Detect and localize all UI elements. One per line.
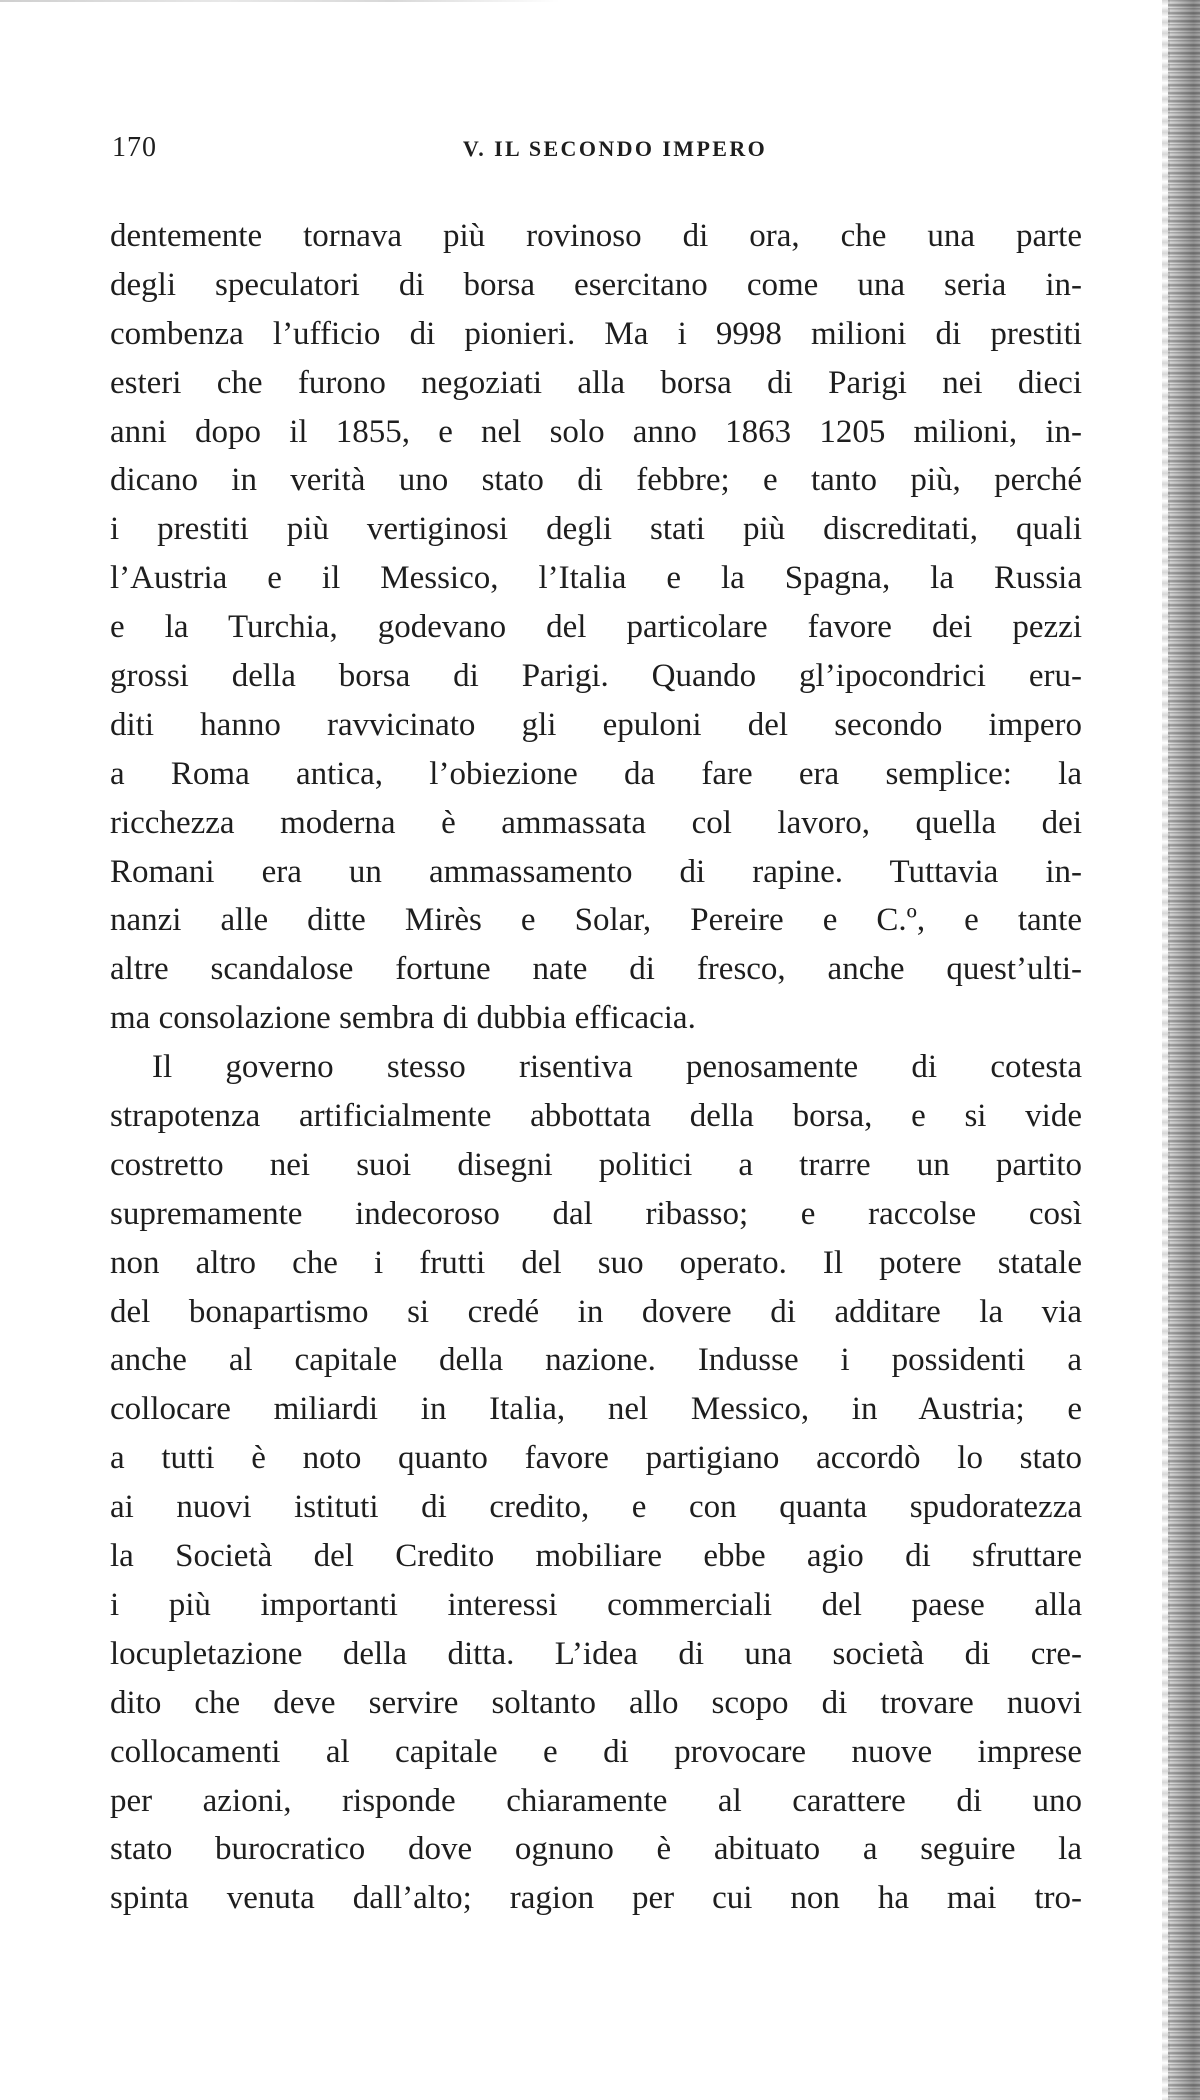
text-line: Romani era un ammassamento di rapine. Tuttavia in- — [110, 853, 1082, 890]
text-line: locupletazione della ditta. L’idea di una società di cre- — [110, 1635, 1082, 1672]
text-line: Il governo stesso risentiva penosamente di cotesta — [152, 1049, 1082, 1086]
text-line: anche al capitale della nazione. Indusse i possidenti a — [110, 1342, 1082, 1379]
text-line: altre scandalose fortune nate di fresco, anche quest’ulti- — [110, 951, 1082, 988]
text-line: ai nuovi istituti di credito, e con quanta spudoratezza — [110, 1489, 1082, 1526]
text-line: l’Austria e il Messico, l’Italia e la Spagna, la Russia — [110, 560, 1082, 597]
text-line: degli speculatori di borsa esercitano come una seria in- — [110, 266, 1082, 303]
text-line: e la Turchia, godevano del particolare favore dei pezzi — [110, 609, 1082, 646]
text-line: combenza l’ufficio di pionieri. Ma i 9998 milioni di prestiti — [110, 315, 1082, 352]
text-line: ricchezza moderna è ammassata col lavoro, quella dei — [110, 804, 1082, 841]
text-line: ma consolazione sembra di dubbia efficacia. — [110, 1000, 696, 1037]
text-line: dito che deve servire soltanto allo scopo di trovare nuovi — [110, 1684, 1082, 1721]
text-line: la Società del Credito mobiliare ebbe agio di sfruttare — [110, 1538, 1082, 1575]
paragraph-2 — [110, 1043, 1082, 1923]
text-line: diti hanno ravvicinato gli epuloni del secondo impero — [110, 706, 1082, 743]
text-line: stato burocratico dove ognuno è abituato a seguire la — [110, 1831, 1082, 1868]
top-scan-rule — [0, 0, 560, 2]
text-line: anni dopo il 1855, e nel solo anno 1863 1205 milioni, in- — [110, 413, 1082, 450]
text-line: collocamenti al capitale e di provocare nuove imprese — [110, 1733, 1082, 1770]
text-line: a Roma antica, l’obiezione da fare era semplice: la — [110, 755, 1082, 792]
text-line: dicano in verità uno stato di febbre; e tanto più, perché — [110, 462, 1082, 499]
running-head — [112, 132, 1078, 172]
text-line: supremamente indecoroso dal ribasso; e raccolse così — [110, 1195, 1082, 1232]
body-text — [110, 212, 1082, 1923]
book-page-edge — [1168, 0, 1200, 2100]
paragraph-1 — [110, 212, 1082, 1043]
text-line: costretto nei suoi disegni politici a trarre un partito — [110, 1146, 1082, 1183]
text-line: strapotenza artificialmente abbottata della borsa, e si vide — [110, 1098, 1082, 1135]
text-line: i prestiti più vertiginosi degli stati più discreditati, quali — [110, 511, 1082, 548]
text-line: dentemente tornava più rovinoso di ora, che una parte — [110, 218, 1082, 254]
chapter-title: V. IL SECONDO IMPERO — [462, 136, 768, 161]
text-line: nanzi alle ditte Mirès e Solar, Pereire e C.º, e tante — [110, 902, 1082, 939]
text-line: esteri che furono negoziati alla borsa di Parigi nei dieci — [110, 364, 1082, 401]
page-number: 170 — [112, 132, 157, 163]
text-line: per azioni, risponde chiaramente al carattere di uno — [110, 1782, 1082, 1819]
text-line: a tutti è noto quanto favore partigiano accordò lo stato — [110, 1440, 1082, 1477]
text-line: i più importanti interessi commerciali del paese alla — [110, 1586, 1082, 1623]
text-line: collocare miliardi in Italia, nel Messico, in Austria; e — [110, 1391, 1082, 1428]
text-line: del bonapartismo si credé in dovere di additare la via — [110, 1293, 1082, 1330]
text-line: non altro che i frutti del suo operato. Il potere statale — [110, 1244, 1082, 1281]
text-line: grossi della borsa di Parigi. Quando gl’ipocondrici eru- — [110, 658, 1082, 695]
text-line: spinta venuta dall’alto; ragion per cui non ha mai tro- — [110, 1880, 1082, 1917]
